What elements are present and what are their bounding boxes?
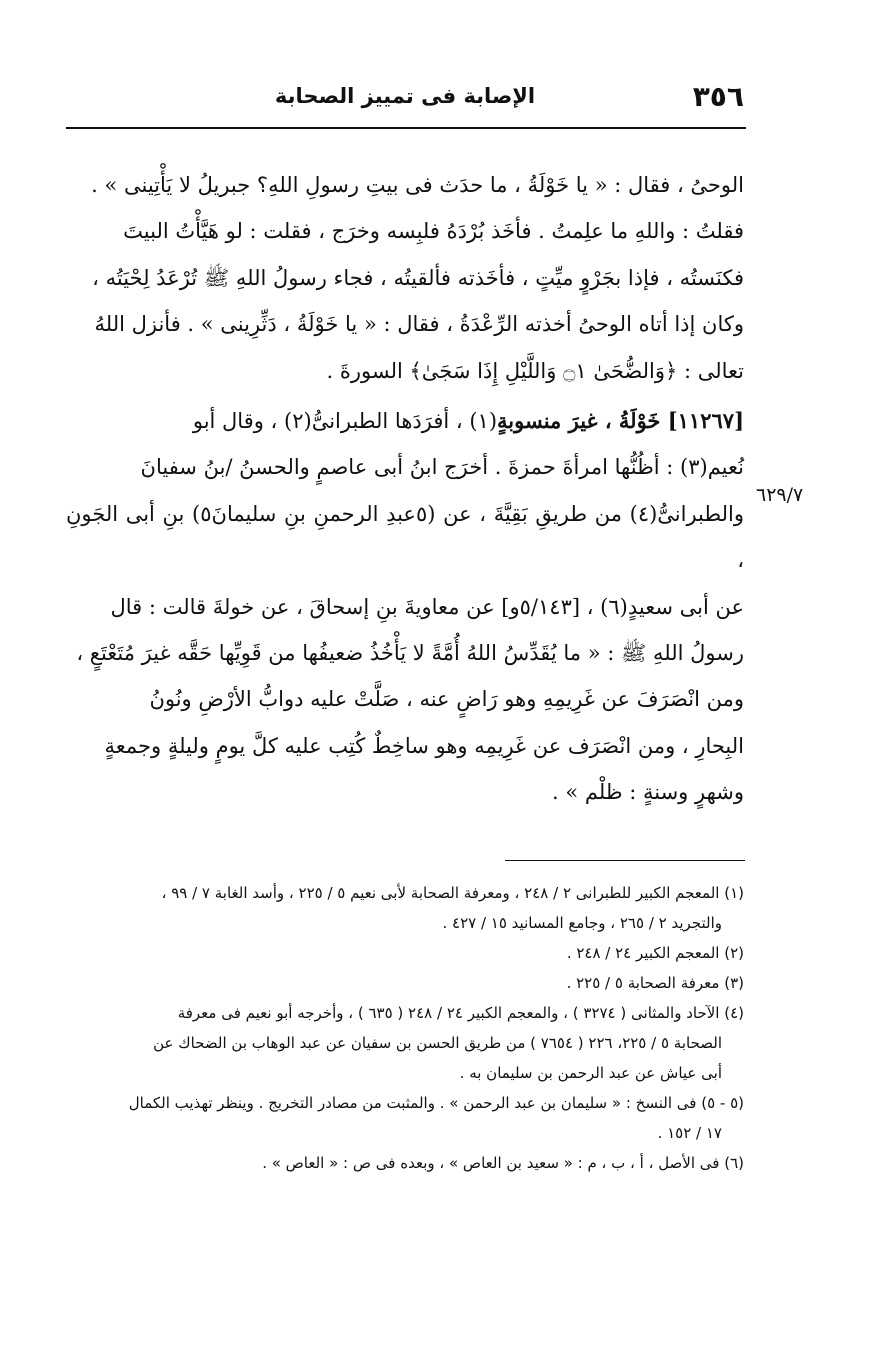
footnotes [66, 878, 744, 1178]
footnote-continuation: والتجريد ٢ / ٢٦٥ ، وجامع المسانيد ١٥ / ٤٢٧ . [442, 914, 722, 932]
text-line: الوحىُ ، فقال : « يا خَوْلَةُ ، ما حدَث فى بيتِ رسولِ اللهِ؟ جبريلُ لا يَأْتِينى » . [91, 173, 744, 197]
text-line: نُعيم(٣) : أظُنُّها امرأةَ حمزةَ . أخرَج ابنُ أبى عاصمٍ والحسنُ /بنُ سفيانَ [140, 455, 744, 480]
entry-heading: [١١٢٦٧] خَوْلَةُ ، غيرَ منسوبةٍ [497, 408, 744, 434]
main-text [66, 162, 744, 816]
footnote: (٦) فى الأصل ، أ ، ب ، م : « سعيد بن العاص » ، وبعده فى ص : « العاص » . [262, 1154, 744, 1172]
footnote-separator [505, 860, 745, 861]
text-line: فقلتُ : واللهِ ما علِمتُ . فأخَذ بُرْدَهُ فلبِسه وخرَج ، فقلت : لو هَيَّأْتُ البيتَ [123, 219, 744, 244]
text-line: ومن انْصَرَفَ عن غَرِيمِهِ وهو رَاضٍ عنه ، صَلَّتْ عليه دوابُّ الأرْضِ ونُونُ [149, 687, 744, 712]
running-header [66, 80, 744, 118]
header-rule [66, 127, 746, 129]
text-line: وكان إذا أتاه الوحىُ أخذته الرِّعْدَةُ ، فقال : « يا خَوْلَةُ ، دَثِّرِينى » . فأنزل اللهُ [94, 312, 744, 337]
footnote-continuation: ١٧ / ١٥٢ . [657, 1124, 722, 1142]
footnote: (٣) معرفة الصحابة ٥ / ٢٢٥ . [566, 974, 744, 992]
entry-heading-tail: (١) ، أفرَدَها الطبرانىُّ(٢) ، وقال أبو [192, 409, 498, 434]
footnote: (٢) المعجم الكبير ٢٤ / ٢٤٨ . [566, 944, 744, 962]
footnote-continuation: أبى عياش عن عبد الرحمن بن سليمان به . [459, 1064, 722, 1082]
footnote-continuation: الصحابة ٥ / ٢٢٥، ٢٢٦ ( ٧٦٥٤ ) من طريق الحسن بن سفيان عن عبد الوهاب بن الضحاك عن [153, 1034, 722, 1052]
book-title: الإصابة فى تمييز الصحابة [274, 84, 536, 108]
text-line: والطبرانىُّ(٤) من طريقِ بَقِيَّةَ ، عن (٥عبدِ الرحمنِ بنِ سليمانَ٥) بنِ أبى الجَونِ ، [66, 501, 744, 573]
text-line: فكنَستُه ، فإذا بجَرْوٍ ميِّتٍ ، فأخَذته فألقيتُه ، فجاء رسولُ اللهِ ﷺ تُرْعَدُ لِحْيَتُه ، [92, 265, 744, 290]
margin-reference: ٦٢٩/٧ [756, 484, 804, 506]
text-line: عن أبى سعيدٍ(٦) ، [٥/١٤٣و] عن معاويةَ بنِ إسحاقَ ، عن خولةَ قالت : قال [110, 594, 744, 619]
page-number: ٣٥٦ [692, 80, 744, 113]
text-line: رسولُ اللهِ ﷺ : « ما يُقَدِّسُ اللهُ أُمَّةً لا يَأْخُذُ ضعيفُها من قَوِيِّها حَقَّه غيرَ مُتَعْتَعٍ ، [76, 641, 744, 666]
entry-first-line [66, 398, 744, 444]
footnote: (٥ - ٥) فى النسخ : « سليمان بن عبد الرحمن » . والمثبت من مصادر التخريج . وينظر تهذيب الكمال [128, 1094, 744, 1112]
footnote: (١) المعجم الكبير للطبرانى ٢ / ٢٤٨ ، ومعرفة الصحابة لأبى نعيم ٥ / ٢٢٥ ، وأسد الغابة ٧ / ٩٩ ، [161, 884, 744, 902]
footnote: (٤) الآحاد والمثانى ( ٣٢٧٤ ) ، والمعجم الكبير ٢٤ / ٢٤٨ ( ٦٣٥ ) ، وأخرجه أبو نعيم فى معرفة [177, 1004, 744, 1022]
text-line: البِحارِ ، ومن انْصَرَف عن غَرِيمِه وهو ساخِطٌ كُتِب عليه كلَّ يومٍ وليلةٍ وجمعةٍ [104, 733, 744, 758]
text-line: وشهرٍ وسنةٍ : ظلْم » . [552, 780, 744, 805]
text-line: تعالى : ﴿وَالضُّحَىٰ ۝١ وَاللَّيْلِ إِذَا سَجَىٰ﴾ السورةَ . [326, 358, 744, 383]
